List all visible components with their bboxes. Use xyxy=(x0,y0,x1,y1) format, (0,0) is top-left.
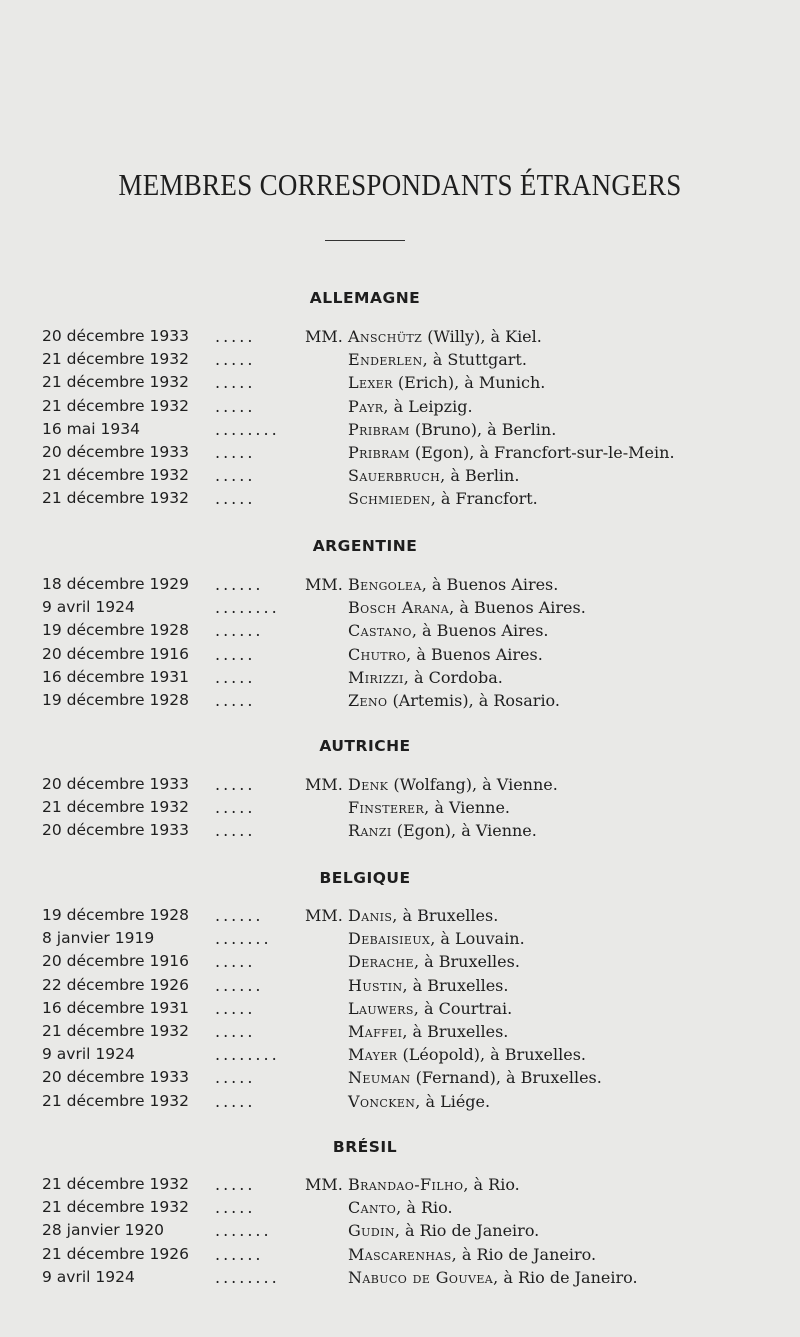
member-name: Mascarenhas xyxy=(348,1244,452,1264)
title-divider xyxy=(325,240,405,241)
leader-dots: ..... xyxy=(215,667,256,687)
member-name: Pribram xyxy=(348,419,410,439)
member-details: (Egon), à Francfort-sur-le-Mein. xyxy=(409,443,675,462)
election-date: 16 décembre 1931 xyxy=(42,998,189,1017)
leader-dots: ........ xyxy=(215,419,280,439)
member-entry xyxy=(348,487,538,510)
member-row xyxy=(0,464,800,487)
leader-dots: ........ xyxy=(215,1267,280,1287)
member-entry xyxy=(348,1243,596,1266)
election-date: 20 décembre 1933 xyxy=(42,775,189,793)
election-date: 9 avril 1924 xyxy=(42,1267,135,1286)
election-date: 20 décembre 1933 xyxy=(42,443,189,461)
election-date: 20 décembre 1916 xyxy=(42,952,189,971)
member-details: , à Rio. xyxy=(463,1175,520,1194)
member-entry xyxy=(348,689,560,712)
member-entry xyxy=(348,904,498,927)
country-heading: AUTRICHE xyxy=(319,737,411,755)
member-row xyxy=(0,643,800,666)
member-name: Pribram xyxy=(348,443,410,462)
member-row xyxy=(0,927,800,950)
member-name: Nabuco de Gouvea xyxy=(348,1267,494,1287)
member-entry xyxy=(348,619,549,642)
election-date: 19 décembre 1928 xyxy=(42,621,189,640)
member-row xyxy=(0,371,800,394)
leader-dots: ..... xyxy=(215,466,256,486)
member-row xyxy=(0,348,800,371)
leader-dots: ...... xyxy=(215,575,264,594)
member-row xyxy=(0,904,800,927)
election-date: 19 décembre 1928 xyxy=(42,691,189,709)
leader-dots: ..... xyxy=(215,327,256,346)
member-row xyxy=(0,573,800,596)
election-date: 20 décembre 1916 xyxy=(42,644,189,663)
election-date: 21 décembre 1932 xyxy=(42,466,189,485)
leader-dots: ...... xyxy=(215,906,264,925)
member-name: Denk xyxy=(348,775,389,794)
member-entry xyxy=(348,1020,508,1043)
leader-dots: ........ xyxy=(215,598,280,618)
member-entry xyxy=(348,1173,520,1196)
member-row xyxy=(0,1243,800,1266)
member-entry xyxy=(348,1043,586,1066)
member-row xyxy=(0,441,800,464)
member-details: (Erich), à Munich. xyxy=(392,373,546,393)
election-date: 19 décembre 1928 xyxy=(42,906,189,924)
member-entry xyxy=(348,573,558,596)
election-date: 9 avril 1924 xyxy=(42,598,135,617)
leader-dots: ....... xyxy=(215,929,272,949)
member-row xyxy=(0,487,800,510)
member-name: Neuman xyxy=(348,1068,411,1088)
leader-dots: ..... xyxy=(215,396,256,416)
member-entry xyxy=(348,418,556,441)
election-date: 21 décembre 1926 xyxy=(42,1244,189,1263)
member-row xyxy=(0,689,800,712)
member-row xyxy=(0,666,800,689)
honorific: MM. xyxy=(305,1175,343,1194)
member-name: Danis xyxy=(348,906,393,925)
member-entry xyxy=(348,643,543,666)
member-details: , à Buenos Aires. xyxy=(449,598,586,618)
member-name: Debaisieux xyxy=(348,929,431,949)
member-details: , à Rio de Janeiro. xyxy=(394,1221,540,1241)
member-details: , à Liége. xyxy=(415,1091,491,1111)
election-date: 20 décembre 1933 xyxy=(42,1068,189,1087)
country-heading: ARGENTINE xyxy=(312,537,418,555)
leader-dots: ..... xyxy=(215,798,256,818)
member-row xyxy=(0,1043,800,1066)
member-row xyxy=(0,596,800,619)
member-name: Chutro xyxy=(348,644,407,664)
member-entry xyxy=(348,371,545,394)
member-entry xyxy=(348,441,675,464)
member-details: (Willy), à Kiel. xyxy=(422,327,542,346)
member-details: , à Bruxelles. xyxy=(402,975,509,995)
member-name: Canto xyxy=(348,1198,397,1218)
honorific: MM. xyxy=(305,906,343,925)
member-entry xyxy=(348,819,537,842)
member-details: , à Stuttgart. xyxy=(422,350,527,370)
member-entry xyxy=(348,1219,539,1242)
member-name: Anschütz xyxy=(348,327,423,346)
election-date: 21 décembre 1932 xyxy=(42,373,189,392)
election-date: 21 décembre 1932 xyxy=(42,1091,189,1110)
member-details: , à Berlin. xyxy=(440,466,520,486)
member-details: , à Louvain. xyxy=(430,929,525,949)
election-date: 22 décembre 1926 xyxy=(42,975,189,994)
leader-dots: ..... xyxy=(215,1091,256,1111)
member-row xyxy=(0,773,800,796)
election-date: 21 décembre 1932 xyxy=(42,798,189,817)
leader-dots: ....... xyxy=(215,1221,272,1241)
election-date: 18 décembre 1929 xyxy=(42,575,189,593)
member-name: Schmieden xyxy=(348,489,431,509)
election-date: 9 avril 1924 xyxy=(42,1045,135,1064)
member-row xyxy=(0,1090,800,1113)
member-row xyxy=(0,1219,800,1242)
leader-dots: ..... xyxy=(215,350,256,370)
member-details: , à Francfort. xyxy=(430,489,538,509)
leader-dots: ..... xyxy=(215,489,256,509)
member-entry xyxy=(348,1066,602,1089)
honorific: MM. xyxy=(305,327,343,346)
member-row xyxy=(0,1266,800,1289)
member-row xyxy=(0,418,800,441)
member-details: , à Buenos Aires. xyxy=(421,575,559,594)
page-title: MEMBRES CORRESPONDANTS ÉTRANGERS xyxy=(118,168,682,202)
country-heading: BELGIQUE xyxy=(319,869,411,887)
election-date: 21 décembre 1932 xyxy=(42,1198,189,1217)
leader-dots: ..... xyxy=(215,952,256,972)
member-entry xyxy=(348,796,510,819)
election-date: 21 décembre 1932 xyxy=(42,1022,189,1040)
member-details: , à Rio de Janeiro. xyxy=(451,1244,597,1264)
member-row xyxy=(0,819,800,842)
leader-dots: ..... xyxy=(215,1198,256,1218)
member-entry xyxy=(348,974,508,997)
member-name: Lauwers xyxy=(348,998,414,1018)
election-date: 21 décembre 1932 xyxy=(42,1175,189,1193)
member-row xyxy=(0,1173,800,1196)
member-row xyxy=(0,796,800,819)
member-details: , à Bruxelles. xyxy=(413,952,520,972)
member-details: , à Buenos Aires. xyxy=(406,644,543,664)
member-details: , à Buenos Aires. xyxy=(411,621,549,641)
member-details: (Bruno), à Berlin. xyxy=(409,419,557,439)
member-entry xyxy=(348,464,519,487)
election-date: 20 décembre 1933 xyxy=(42,821,189,840)
member-entry xyxy=(348,596,586,619)
member-row xyxy=(0,974,800,997)
leader-dots: ..... xyxy=(215,1068,256,1088)
member-row xyxy=(0,1196,800,1219)
leader-dots: ..... xyxy=(215,644,256,664)
honorific: MM. xyxy=(305,775,343,794)
member-entry xyxy=(348,1196,453,1219)
member-entry xyxy=(348,395,473,418)
member-entry xyxy=(348,773,558,796)
member-name: Maffei xyxy=(348,1022,403,1041)
leader-dots: ..... xyxy=(215,373,256,393)
member-entry xyxy=(348,666,503,689)
member-details: (Léopold), à Bruxelles. xyxy=(397,1045,586,1065)
member-details: , à Vienne. xyxy=(424,798,510,818)
election-date: 16 décembre 1931 xyxy=(42,667,189,686)
leader-dots: ..... xyxy=(215,1022,256,1041)
leader-dots: ..... xyxy=(215,443,256,462)
member-name: Mayer xyxy=(348,1045,398,1065)
member-row xyxy=(0,1066,800,1089)
leader-dots: ...... xyxy=(215,1244,264,1264)
member-name: Zeno xyxy=(348,691,388,710)
member-entry xyxy=(348,997,512,1020)
member-name: Sauerbruch xyxy=(348,466,441,486)
member-entry xyxy=(348,1090,490,1113)
member-name: Gudin xyxy=(348,1221,395,1241)
member-name: Payr xyxy=(348,396,384,416)
member-details: , à Rio. xyxy=(396,1198,453,1218)
member-name: Lexer xyxy=(348,373,393,393)
member-details: (Egon), à Vienne. xyxy=(391,821,537,841)
member-row xyxy=(0,619,800,642)
leader-dots: ..... xyxy=(215,1175,256,1194)
member-entry xyxy=(348,1266,638,1289)
member-name: Ranzi xyxy=(348,821,392,841)
leader-dots: ...... xyxy=(215,975,264,995)
member-row xyxy=(0,395,800,418)
leader-dots: ...... xyxy=(215,621,264,641)
member-details: (Artemis), à Rosario. xyxy=(387,691,560,710)
member-details: , à Cordoba. xyxy=(403,667,503,687)
member-details: (Fernand), à Bruxelles. xyxy=(410,1068,602,1088)
member-details: , à Courtrai. xyxy=(413,998,513,1018)
member-row xyxy=(0,997,800,1020)
member-details: , à Bruxelles. xyxy=(402,1022,509,1041)
member-row xyxy=(0,1020,800,1043)
election-date: 28 janvier 1920 xyxy=(42,1221,165,1240)
country-heading: BRÉSIL xyxy=(332,1138,398,1156)
member-name: Enderlen xyxy=(348,350,423,370)
member-name: Castano xyxy=(348,621,412,641)
leader-dots: ..... xyxy=(215,691,256,710)
election-date: 21 décembre 1932 xyxy=(42,489,189,508)
member-name: Voncken xyxy=(348,1091,416,1111)
member-entry xyxy=(348,927,525,950)
leader-dots: ........ xyxy=(215,1045,280,1065)
member-name: Finsterer xyxy=(348,798,425,818)
member-details: (Wolfang), à Vienne. xyxy=(388,775,558,794)
member-entry xyxy=(348,950,520,973)
election-date: 20 décembre 1933 xyxy=(42,327,189,345)
member-name: Derache xyxy=(348,952,414,972)
member-details: , à Rio de Janeiro. xyxy=(493,1267,638,1287)
honorific: MM. xyxy=(305,575,343,594)
member-row xyxy=(0,325,800,348)
member-name: Bosch Arana xyxy=(348,598,450,618)
member-name: Bengolea xyxy=(348,575,422,594)
member-row xyxy=(0,950,800,973)
member-entry xyxy=(348,348,527,371)
election-date: 8 janvier 1919 xyxy=(42,929,155,948)
member-name: Hustin xyxy=(348,975,403,995)
election-date: 16 mai 1934 xyxy=(42,419,140,438)
member-entry xyxy=(348,325,542,348)
leader-dots: ..... xyxy=(215,821,256,841)
member-name: Brandao-Filho xyxy=(348,1175,464,1194)
member-name: Mirizzi xyxy=(348,667,404,687)
member-details: , à Bruxelles. xyxy=(392,906,499,925)
member-details: , à Leipzig. xyxy=(383,396,473,416)
election-date: 21 décembre 1932 xyxy=(42,396,189,415)
leader-dots: ..... xyxy=(215,775,256,794)
leader-dots: ..... xyxy=(215,998,256,1018)
country-heading: ALLEMAGNE xyxy=(309,289,421,307)
election-date: 21 décembre 1932 xyxy=(42,350,189,369)
